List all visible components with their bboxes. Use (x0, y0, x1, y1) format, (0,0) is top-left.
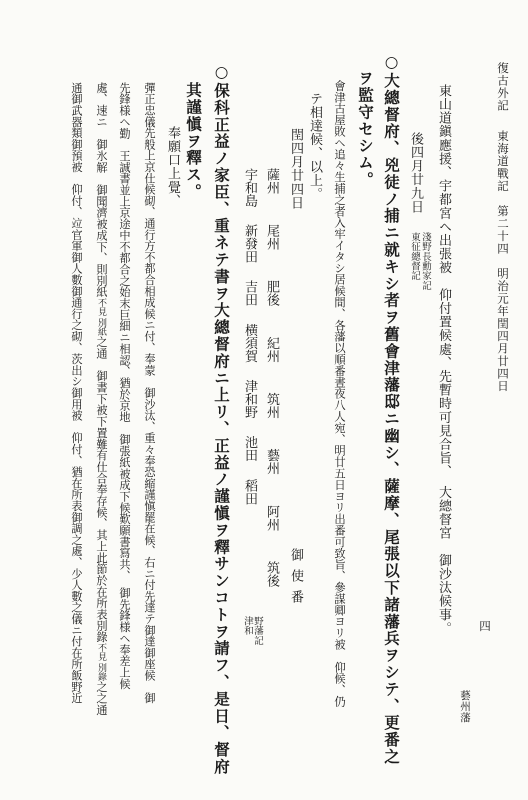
domain-item: 紀州 (264, 336, 279, 363)
domain-item: 阿州 (264, 504, 279, 531)
inline-note-c: 別錄 (96, 663, 106, 682)
inline-note-d: 不見 (96, 642, 106, 662)
domain-item: 薩州 (264, 168, 279, 194)
domain-item: 吉田 (242, 280, 257, 307)
section-heading-2-cont: 其謹愼ヲ釋ス。 (184, 82, 203, 201)
petition-line-4: 通御武器類御預被 仰付、竝官軍御人數御通行之砌、茨出シ御用被 仰付、猶在所表御調之處、少人數之儀ニ付在所飯野近 (70, 82, 83, 704)
source-note-2: 淺野長勳家記 (420, 232, 431, 291)
text-column-6: テ相達候、以上。 (307, 92, 322, 201)
domain-item: 尾州 (264, 224, 279, 251)
petition-text: 之通 御書下被下置難有仕合奉存候、其上此節於在所表別錄 (95, 336, 108, 643)
date-line-2: 閏四月廿四日 (288, 128, 303, 210)
petition-text: 之之通 (95, 681, 108, 716)
domain-list-row-2 (243, 168, 256, 505)
domain-item: 筑後 (264, 560, 279, 587)
petition-line-3 (96, 82, 107, 715)
date-line: 後四月廿九日 (408, 132, 423, 214)
petition-line-2: 先鋒様ヘ勤 王誠書並上京途中不都合之始末巨細ニ相認、猶於京地 御張紙被成下候歎願書寫共、 御先鋒様ヘ奉差上候 (118, 82, 131, 690)
domain-item: 池田 (242, 435, 257, 462)
source-note-1: 東征總督記 (409, 232, 420, 281)
domain-item: 宇和島 (242, 168, 257, 207)
signature: 御使番 (288, 548, 303, 611)
domain-item: 新發田 (242, 224, 257, 264)
page-number: 四 (478, 620, 492, 633)
domain-item: 横須賀 (242, 323, 257, 363)
petition-text: 處、速ニ 御氷解 御聞濟被成下、則別紙 (95, 82, 108, 298)
inline-note (96, 298, 105, 337)
source-note-3: 津和 (242, 616, 253, 636)
domain-item: 津和野 (242, 379, 257, 419)
petition-line-1: 彈正忠儀先般上京仕候砌、通行方不都合相成候ニ付、奉蒙 御沙汰、重々奉恐縮謹愼罷在候、右ニ付先達テ御達御座候 御 (143, 82, 156, 704)
section-heading-1: ○大總督府、兇徒ノ捕ニ就キシ者ヲ舊會津藩邸ニ幽シ、薩摩、尾張以下諸藩兵ヲシテ、更番之 (382, 52, 401, 766)
book-title: 復古外記 (496, 62, 510, 112)
inline-note-a: 別紙 (96, 317, 106, 337)
domain-label: 藝州藩 (459, 690, 471, 723)
domain-item: 藝州 (264, 448, 279, 475)
inline-note (96, 643, 105, 682)
section-heading-2: ○保科正益ノ家臣、重ネテ書ヲ大總督府ニ上リ、正益ノ謹愼ヲ釋サンコトヲ請フ、是日、督府 (212, 62, 231, 776)
text-column-1: 東山道鎭應援、宇都宮ヘ出張被 仰付置候處、先暫時可見合旨、 大總督宮 御沙汰候事。 (436, 84, 451, 636)
domain-list-row-1 (265, 168, 278, 587)
petition-title: 奉願口上覺、 (165, 126, 180, 208)
domain-item: 稻田 (242, 478, 257, 505)
domain-item: 筑州 (264, 392, 279, 419)
domain-item: 肥後 (264, 280, 279, 307)
source-note-4: 野藩記 (252, 616, 263, 646)
inline-note-b: 不見 (96, 297, 106, 316)
chapter-heading: 東海道戰記 第二十四 明治元年閏四月廿四日 (496, 130, 510, 393)
section-heading-1-cont: ヲ監守セシム。 (356, 70, 375, 189)
text-column-5: 會津古屋敗ヘ追々生捕之者入牢イタシ居候間、各藩以順番晝夜八人宛、明廿五日ヨリ出番可致旨、參謀卿ヨリ被 仰候、仍 (333, 80, 346, 707)
